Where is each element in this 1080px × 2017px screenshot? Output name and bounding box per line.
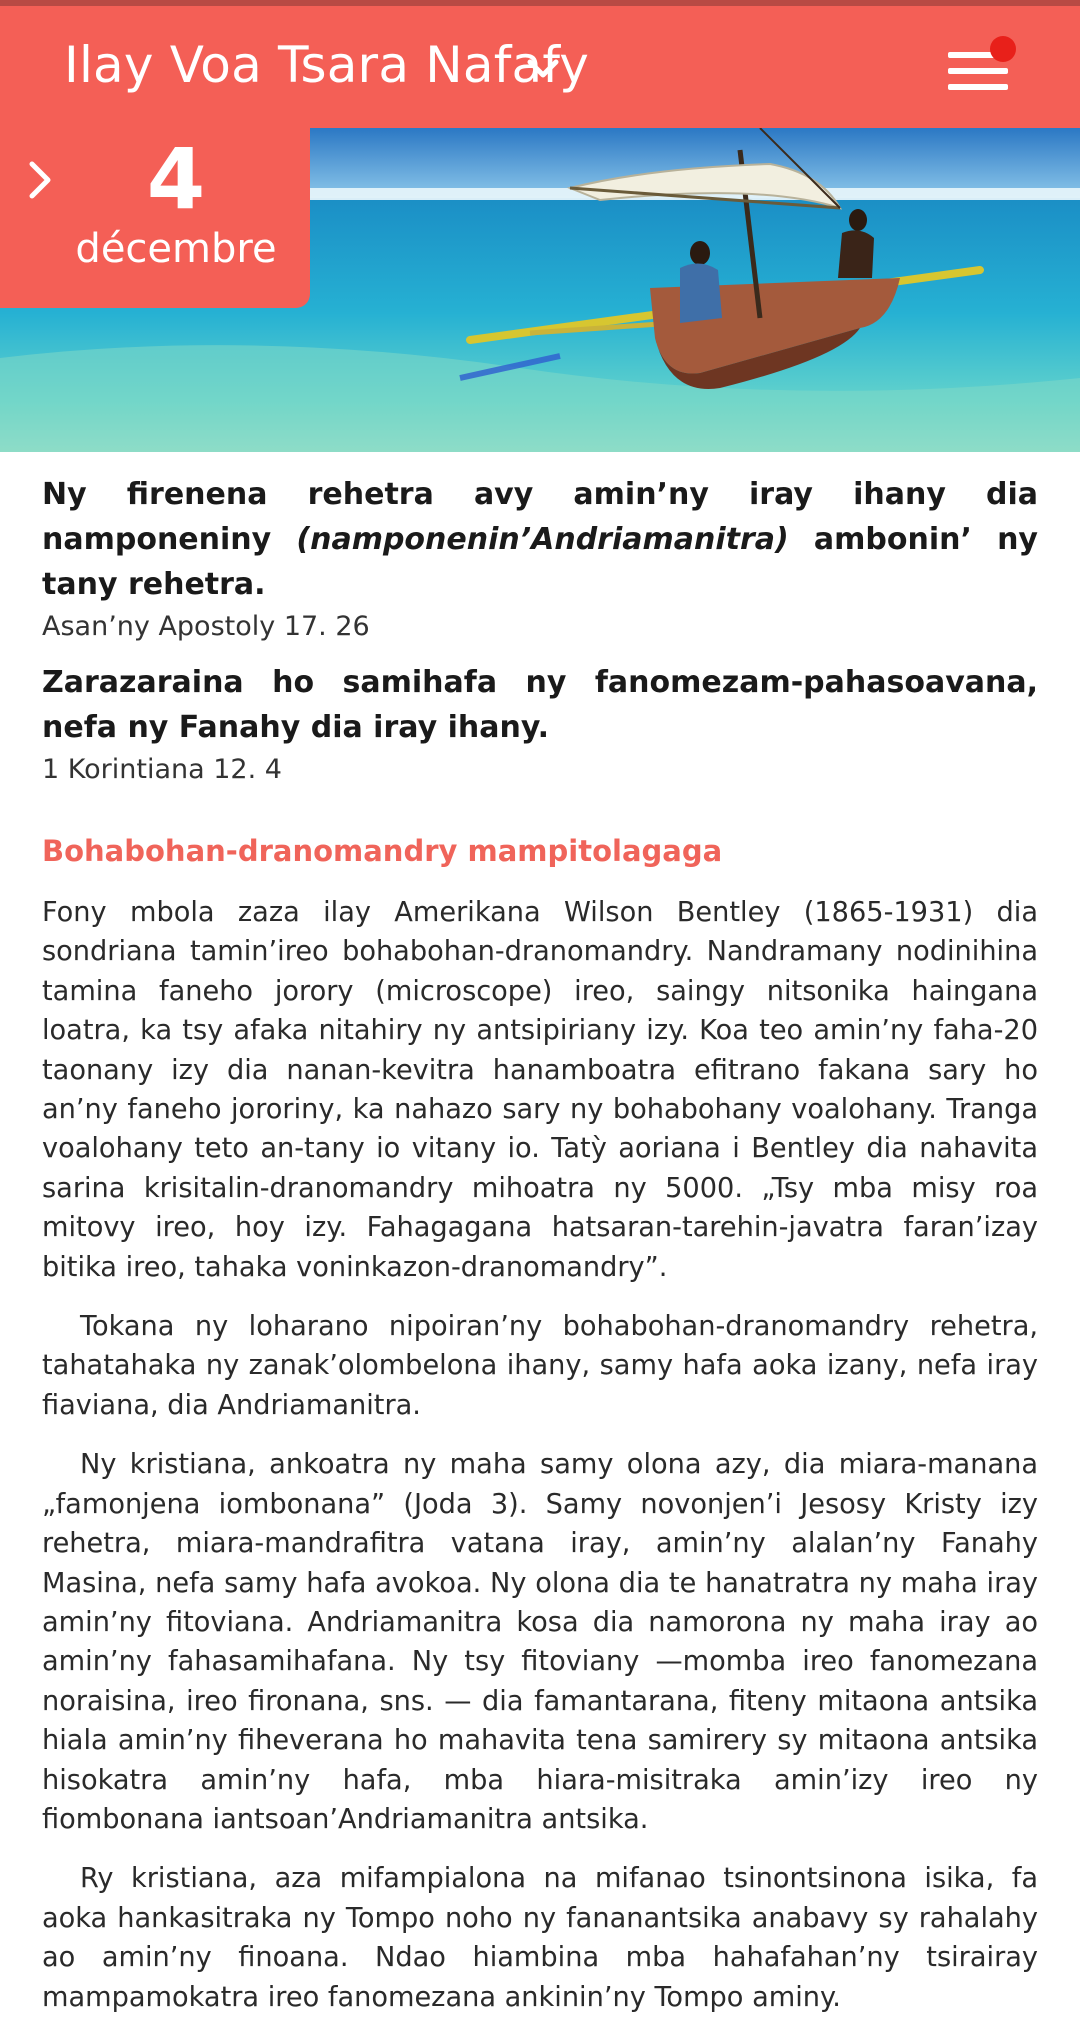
article-paragraph: Ny kristiana, ankoatra ny maha samy olona azy, dia miara-manana „famonjena iombonana” (Joda 3). Samy novonjen’i Jesosy Kristy izy rehetra, miara-mandrafitra vatana iray, amin’ny alalan’ny Fanahy Masina, nefa samy hafa avokoa. Ny olona dia te hanatratra ny maha iray amin’ny fitoviana. Andriamanitra kosa dia namorona ny maha iray ao amin’ny fahasamihafana. Ny tsy fitoviany —momba ireo fanomezana noraisina, ireo fironana, sns. — dia famantarana, fiteny mitaona antsika hiala amin’ny fiheverana ho mahavita tena samirery sy mitaona antsika hisokatra amin’ny hafa, mba hiara-misitraka amin’izy ireo ny fiombonana iantsoan’Andriamanitra antsika. [42,1449,1038,1835]
verse-text: Ny firenena rehetra avy amin’ny iray ihany dia namponeniny (namponenin’Andriamanitra) ambonin’ ny tany rehetra. [42,477,1038,602]
notification-dot [990,36,1016,62]
verse-reference-secondary[interactable]: 1 Korintiana 12. 4 [42,754,282,785]
date-day: 4 [146,130,206,228]
article-heading: Bohabohan-dranomandry mampitolagaga [42,834,723,868]
article-paragraph: Tokana ny loharano nipoiran’ny bohabohan-dranomandry rehetra, tahatahaka ny zanak’olombelona ihany, samy hafa aoka izany, nefa iray fiaviana, dia Andriamanitra. [42,1311,1038,1421]
app-bar [0,6,1080,128]
date-badge[interactable] [0,128,310,308]
verse-text-secondary: Zarazaraina ho samihafa ny fanomezam-pahasoavana, nefa ny Fanahy dia iray ihany. [42,665,1038,745]
app-title[interactable]: Ilay Voa Tsara Nafafy [64,36,590,94]
article-paragraph: Ry kristiana, aza mifampialona na mifanao tsinontsinona isika, fa aoka hankasitraka ny Tompo noho ny fananantsika anabavy sy rahalahy ao amin’ny finoana. Ndao hiambina mba hahafahan’ny tsirairay mampamokatra ireo fanomezana ankinin’ny Tompo aminy. [42,1863,1038,2013]
chevron-down-icon[interactable] [526,58,560,80]
devotional-content [42,472,1038,2017]
article-paragraph: Fony mbola zaza ilay Amerikana Wilson Bentley (1865-1931) dia sondriana tamin’ireo bohabohan-dranomandry. Nandramany nodinihina tamina faneho jorory (microscope) ireo, saingy nitsonika haingana loatra, ka tsy afaka nitahiry ny antsipiriany izy. Koa teo amin’ny faha-20 taonany izy dia nanan-kevitra hanamboatra efitrano fakana sary ho an’ny faneho jororiny, ka nahazo sary ny bohabohany voalohany. Tranga voalohany teto an-tany io vitany io. Tatỳ aoriana i Bentley dia nahavita sarina krisitalin-dranomandry mihoatra ny 5000. „Tsy mba misy roa mitovy ireo, hoy izy. Fahagagana hatsaran-tarehin-javatra faran’izay bitika ireo, tahaka voninkazon-dranomandry”. [42,897,1038,1283]
date-month: décembre [75,226,277,272]
verse-reference[interactable]: Asan’ny Apostoly 17. 26 [42,611,370,642]
